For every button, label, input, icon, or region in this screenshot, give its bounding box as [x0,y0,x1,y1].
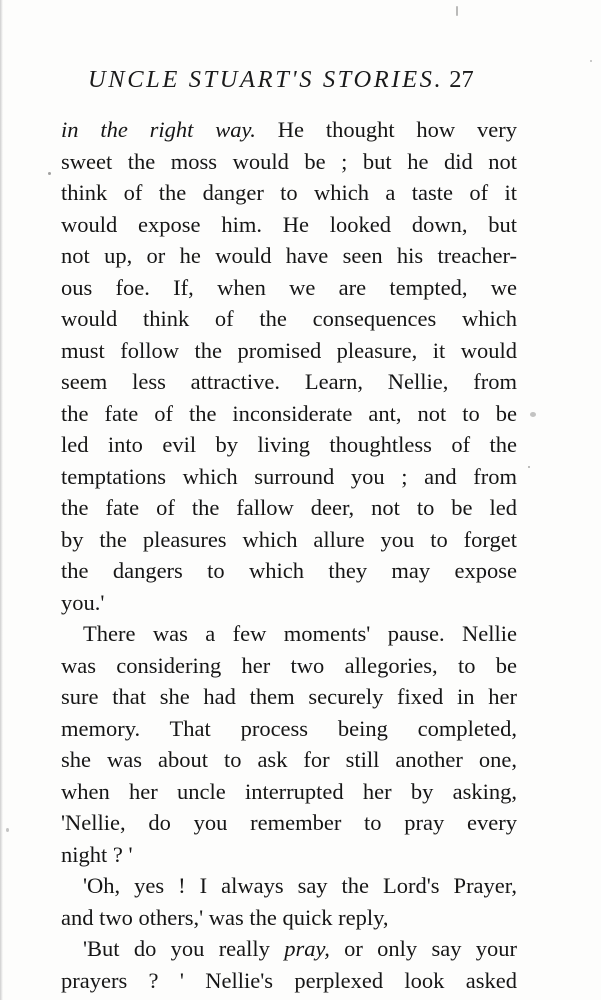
paragraph-end-line: you.' [61,589,105,615]
text-line: led into evil by living thoughtless of the [61,432,517,457]
page-edge-shadow [0,0,3,1000]
text-line: was considering her two allegories, to be [61,652,517,678]
paper-speck [590,60,592,62]
page-number: 27 [449,66,474,93]
text-line: by the pleasures which allure you to forget [61,526,517,552]
text-line: would expose him. He looked down, but [61,211,517,237]
running-title: UNCLE STUART'S STORIES. [88,66,444,93]
text-line: 'But do you really pray, or only say your [83,936,517,961]
text-line: 'Oh, yes ! I always say the Lord's Prayer, [83,873,517,898]
paper-speck [530,412,536,417]
text-line: sure that she had them securely fixed in her [61,684,517,709]
text-line: sweet the moss would be ; but he did not [61,148,517,174]
italic-word: pray, [284,936,330,961]
paper-speck [48,172,51,175]
text-line: seem less attractive. Learn, Nellie, from [61,369,517,394]
text-line: in the right way. He thought how very [61,117,517,142]
text-line: ous foe. If, when we are tempted, we [61,274,517,300]
text-line: would think of the consequences which [61,306,517,331]
text-line: 'Nellie, do you remember to pray every [61,810,517,835]
paper-speck [528,466,530,468]
text-line: the dangers to which they may expose [61,558,517,583]
text-line: not up, or he would have seen his treacher- [61,243,517,268]
paper-speck [456,6,458,16]
text-line: when her uncle interrupted her by asking, [61,778,517,804]
text-line: she was about to ask for still another one, [61,747,517,772]
italic-phrase: in the right way. [61,117,256,142]
page-body-text [61,114,517,996]
text-line: the fate of the inconsiderate ant, not to be [61,400,517,426]
paragraph-end-line: night ? ' [61,841,133,867]
text-line: think of the danger to which a taste of it [61,180,517,205]
text-line: the fate of the fallow deer, not to be led [61,495,517,520]
text-line: prayers ? ' Nellie's perplexed look asked [61,967,517,993]
running-header [88,66,514,94]
paragraph-end-line: and two others,' was the quick reply, [61,904,389,930]
text-line: There was a few moments' pause. Nellie [83,621,517,646]
text-line: temptations which surround you ; and from [61,463,517,489]
text-line: must follow the promised pleasure, it would [61,337,517,363]
paper-speck [6,828,9,832]
text-line: memory. That process being completed, [61,715,517,741]
